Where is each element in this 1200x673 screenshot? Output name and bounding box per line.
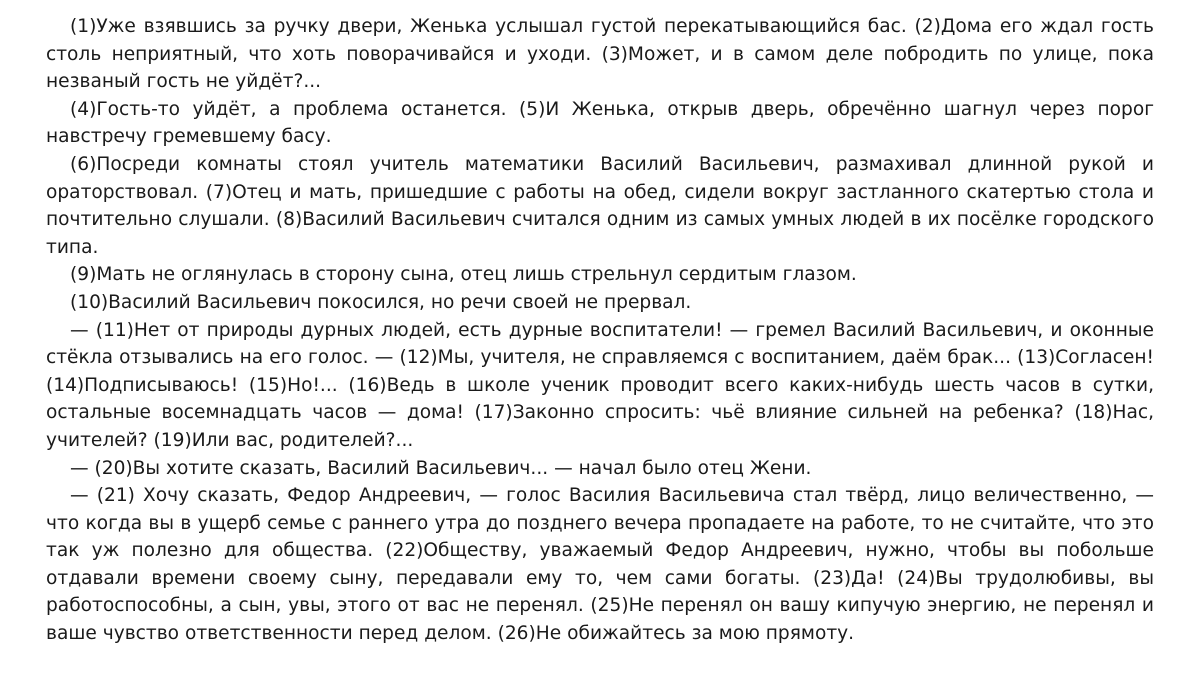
paragraph-3: (6)Посреди комнаты стоял учитель математики Василий Васильевич, размахивал длинной рукой и ораторствовал. (7)Отец и мать, пришедшие с работы на обед, сидели вокруг застланного скатертью стола и почтительно слушали. (8)Василий Васильевич считался одним из самых умных людей в их посёлке городского типа. bbox=[46, 153, 1154, 258]
paragraph-7: — (20)Вы хотите сказать, Василий Васильевич... — начал было отец Жени. bbox=[70, 457, 812, 479]
paragraph-6: — (11)Нет от природы дурных людей, есть дурные воспитатели! — гремел Василий Васильевич, и оконные стёкла отзывались на его голос. — (12)Мы, учителя, не справляемся с воспитанием, даём брак... (13)Согласен! (14)Подписываюсь! (15)Но!... (16)Ведь в школе ученик проводит всего каких-нибудь шесть часов в сутки, остальные восемнадцать часов — дома! (17)Законно спросить: чьё влияние сильней на ребенка? (18)Нас, учителей? (19)Или вас, родителей?... bbox=[46, 319, 1154, 451]
paragraph-5: (10)Василий Васильевич покосился, но речи своей не прервал. bbox=[70, 291, 692, 313]
paragraph-4: (9)Мать не оглянулась в сторону сына, отец лишь стрельнул сердитым глазом. bbox=[70, 264, 857, 286]
paragraph-2: (4)Гость-то уйдёт, а проблема останется. (5)И Женька, открыв дверь, обречённо шагнул через порог навстречу гремевшему басу. bbox=[46, 98, 1154, 148]
paragraph-1: (1)Уже взявшись за ручку двери, Женька услышал густой перекатывающийся бас. (2)Дома его ждал гость столь неприятный, что хоть поворачивайся и уходи. (3)Может, и в самом деле побродить по улице, пока незваный гость не уйдёт?... bbox=[46, 16, 1154, 93]
paragraph-8: — (21) Хочу сказать, Федор Андреевич, — голос Василия Васильевича стал твёрд, лицо величественно, — что когда вы в ущерб семье с раннего утра до позднего вечера пропадаете на работе, то не считайте, что это так уж полезно для общества. (22)Обществу, уважаемый Федор Андреевич, нужно, чтобы вы побольше отдавали времени своему сыну, передавали ему то, чем сами богаты. (23)Да! (24)Вы трудолюбивы, вы работоспособны, а сын, увы, этого от вас не перенял. (25)Не перенял он вашу кипучую энергию, не перенял и ваше чувство ответственности перед делом. (26)Не обижайтесь за мою прямоту. bbox=[46, 485, 1154, 645]
